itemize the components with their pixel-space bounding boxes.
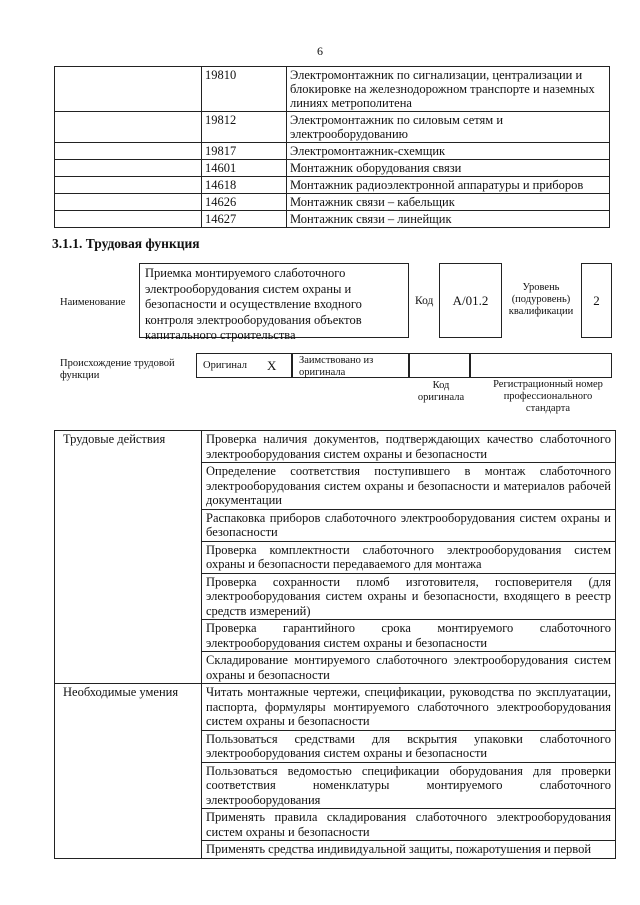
occupation-name: Монтажник радиоэлектронной аппаратуры и приборов xyxy=(287,177,610,194)
empty-cell xyxy=(55,194,202,211)
labor-action-row-text: Проверка комплектности слаботочного электрооборудования систем охраны и безопасности передаваемого для монтажа xyxy=(202,541,616,573)
occupation-row xyxy=(55,194,610,211)
occupation-name: Монтажник связи – линейщик xyxy=(287,211,610,228)
skill-row-text: Применять правила складирования слаботочного электрооборудования систем охраны и безопасности xyxy=(202,809,616,841)
occupation-row xyxy=(55,112,610,143)
occupation-code: 14618 xyxy=(202,177,287,194)
labor-action-row-text: Определение соответствия поступившего в монтаж слаботочного электрооборудования систем охраны и безопасности и материалов рабочей документации xyxy=(202,463,616,510)
level-label: Уровень (подуровень) квалификации xyxy=(508,282,574,317)
skill-row-text: Читать монтажные чертежи, спецификации, руководства по эксплуатации, паспорта, формуляры монтируемого слаботочного электрооборудования систем охраны и безопасности xyxy=(202,684,616,731)
labor-action-row-text: Складирование монтируемого слаботочного электрооборудования систем охраны и безопасности xyxy=(202,652,616,684)
occupation-name: Электромонтажник по сигнализации, централизации и блокировке на железнодорожном транспорте и наземных линиях метрополитена xyxy=(287,67,610,112)
function-details-table xyxy=(54,430,616,859)
reg-number-cell xyxy=(470,353,612,378)
code-original-cell xyxy=(409,353,470,378)
empty-cell xyxy=(55,177,202,194)
original-mark: X xyxy=(267,358,277,373)
occupation-code: 19810 xyxy=(202,67,287,112)
original-label: Оригинал xyxy=(203,360,247,371)
borrowed-cell xyxy=(292,353,409,378)
reg-number-label: Регистрационный номер профессионального стандарта xyxy=(493,379,603,414)
empty-cell xyxy=(55,211,202,228)
name-label: Наименование xyxy=(60,297,126,308)
origin-label: Происхождение трудовой функции xyxy=(60,358,175,381)
function-code-box: А/01.2 xyxy=(439,263,502,338)
skill-row-text: Пользоваться ведомостью спецификации оборудования для проверки соответствия номенклатуры монтируемого слаботочного электрооборудования xyxy=(202,762,616,809)
group-label: Трудовые действия xyxy=(55,431,202,684)
borrowed-label: Заимствовано из оригинала xyxy=(299,355,374,378)
occupation-code: 19817 xyxy=(202,143,287,160)
empty-cell xyxy=(55,112,202,143)
occupation-name: Монтажник оборудования связи xyxy=(287,160,610,177)
labor-action-row-text: Проверка сохранности пломб изготовителя, госповерителя (для электрооборудования систем охраны и безопасности, входящего в реестр средств измерений) xyxy=(202,573,616,620)
function-name-box: Приемка монтируемого слаботочного электрооборудования систем охраны и безопасности и осуществление входного контроля электрооборудования объектов капитального строительства xyxy=(139,263,409,338)
labor-action-row-text: Проверка гарантийного срока монтируемого слаботочного электрооборудования систем охраны и безопасности xyxy=(202,620,616,652)
page-number: 6 xyxy=(317,44,323,58)
labor-action-row-text: Проверка наличия документов, подтверждающих качество слаботочного электрооборудования систем охраны и безопасности xyxy=(202,431,616,463)
code-label: Код xyxy=(415,295,434,307)
group-label: Необходимые умения xyxy=(55,684,202,859)
code-original-label: Код оригинала xyxy=(417,380,465,403)
occupation-name: Электромонтажник-схемщик xyxy=(287,143,610,160)
empty-cell xyxy=(55,143,202,160)
occupation-code: 14627 xyxy=(202,211,287,228)
skill-row-text: Пользоваться средствами для вскрытия упаковки слаботочного электрооборудования систем охраны и безопасности xyxy=(202,730,616,762)
occupation-code: 19812 xyxy=(202,112,287,143)
occupation-row xyxy=(55,67,610,112)
occupation-row xyxy=(55,160,610,177)
occupation-row xyxy=(55,211,610,228)
skill-row xyxy=(55,684,616,731)
occupations-table xyxy=(54,66,610,228)
labor-action-row-text: Распаковка приборов слаботочного электрооборудования систем охраны и безопасности xyxy=(202,509,616,541)
occupation-row xyxy=(55,177,610,194)
skill-row-text: Применять средства индивидуальной защиты, пожаротушения и первой xyxy=(202,841,616,859)
original-cell xyxy=(196,353,292,378)
occupation-row xyxy=(55,143,610,160)
occupation-code: 14601 xyxy=(202,160,287,177)
empty-cell xyxy=(55,67,202,112)
empty-cell xyxy=(55,160,202,177)
occupation-name: Монтажник связи – кабельщик xyxy=(287,194,610,211)
level-value-box: 2 xyxy=(581,263,612,338)
occupation-code: 14626 xyxy=(202,194,287,211)
occupation-name: Электромонтажник по силовым сетям и электрооборудованию xyxy=(287,112,610,143)
labor-action-row xyxy=(55,431,616,463)
section-title: 3.1.1. Трудовая функция xyxy=(52,236,200,251)
